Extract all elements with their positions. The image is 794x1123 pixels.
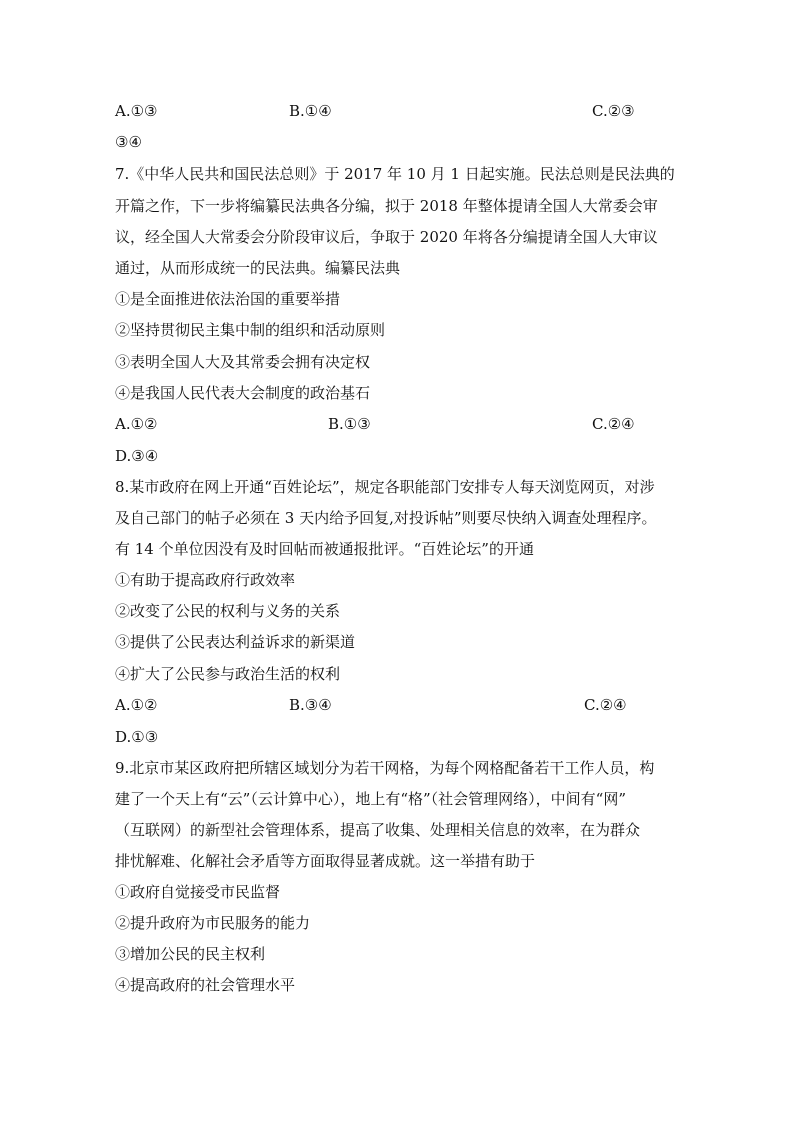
q6-option-b: B.①④	[289, 102, 332, 120]
q8-option-c: C.②④	[584, 696, 627, 714]
q8-option-d: D.①③	[115, 728, 159, 746]
q8-option-a: A.①②	[115, 696, 158, 714]
q9-stem-line: 排忧解难、化解社会矛盾等方面取得显著成就。这一举措有助于	[115, 852, 536, 870]
q7-item-1: ①是全面推进依法治国的重要举措	[115, 290, 341, 308]
q8-item-2: ②改变了公民的权利与义务的关系	[115, 602, 341, 620]
q7-item-4: ④是我国人民代表大会制度的政治基石	[115, 384, 371, 402]
q7-stem-line: 通过，从而形成统一的民法典。编纂民法典	[115, 259, 401, 277]
q9-stem-line: 9.北京市某区政府把所辖区域划分为若干网格，为每个网格配备若干工作人员，构	[115, 759, 655, 777]
q9-item-4: ④提高政府的社会管理水平	[115, 976, 296, 994]
q7-item-2: ②坚持贯彻民主集中制的组织和活动原则	[115, 321, 386, 339]
q6-option-c: C.②③	[592, 102, 635, 120]
q7-option-c: C.②④	[592, 415, 635, 433]
q7-option-d: D.③④	[115, 447, 159, 465]
q9-item-3: ③增加公民的民主权利	[115, 945, 266, 963]
q8-item-1: ①有助于提高政府行政效率	[115, 571, 296, 589]
q7-stem-line: 开篇之作，下一步将编纂民法典各分编，拟于 2018 年整体提请全国人大常委会审	[115, 197, 658, 215]
q7-option-b: B.①③	[328, 415, 371, 433]
q7-option-a: A.①②	[115, 415, 158, 433]
q9-item-1: ①政府自觉接受市民监督	[115, 883, 281, 901]
q7-stem-line: 议，经全国人大常委会分阶段审议后，争取于 2020 年将各分编提请全国人大审议	[115, 228, 658, 246]
q9-item-2: ②提升政府为市民服务的能力	[115, 914, 311, 932]
q6-option-a: A.①③	[115, 102, 158, 120]
q8-stem-line: 及自己部门的帖子必须在 3 天内给予回复,对投诉帖”则要尽快纳入调查处理程序。	[115, 509, 657, 527]
q8-stem-line: 8.某市政府在网上开通“百姓论坛”，规定各职能部门安排专人每天浏览网页，对涉	[115, 478, 655, 496]
q8-stem-line: 有 14 个单位因没有及时回帖而被通报批评。“百姓论坛”的开通	[115, 540, 534, 558]
q7-item-3: ③表明全国人大及其常委会拥有决定权	[115, 353, 371, 371]
q8-item-3: ③提供了公民表达利益诉求的新渠道	[115, 633, 356, 651]
q7-stem-line: 7.《中华人民共和国民法总则》于 2017 年 10 月 1 日起实施。民法总则是民法典的	[115, 165, 675, 183]
q6-option-d: ③④	[115, 133, 142, 151]
q8-option-b: B.③④	[289, 696, 332, 714]
q9-stem-line: 建了一个天上有“云”（云计算中心），地上有“格”（社会管理网络），中间有“网”	[115, 790, 627, 808]
q9-stem-line: （互联网）的新型社会管理体系，提高了收集、处理相关信息的效率，在为群众	[115, 821, 641, 839]
q8-item-4: ④扩大了公民参与政治生活的权利	[115, 665, 341, 683]
